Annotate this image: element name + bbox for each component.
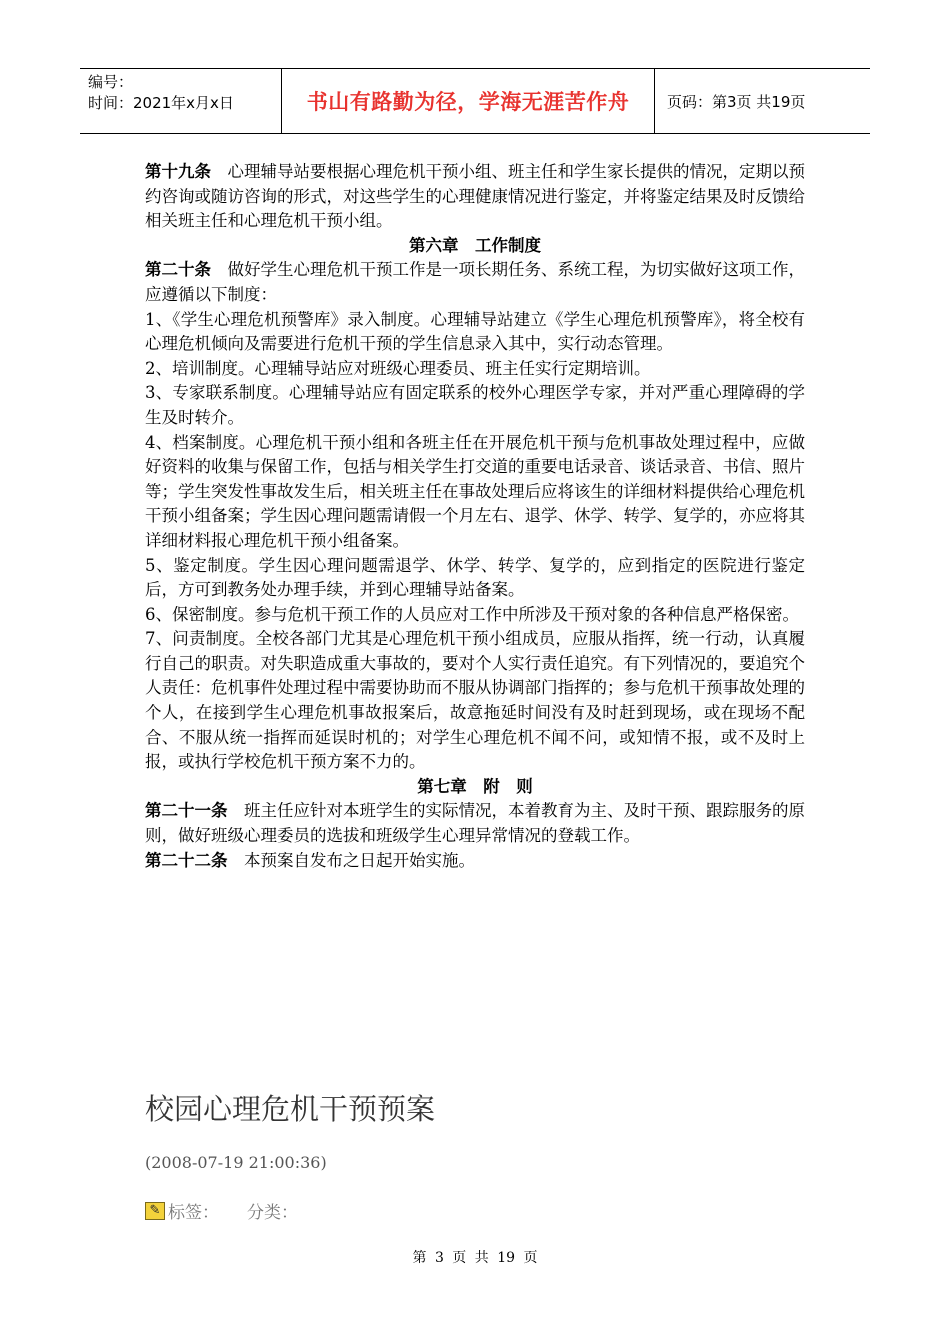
article-paragraph bbox=[145, 308, 805, 357]
article-label: 第二十一条 bbox=[145, 801, 228, 821]
page-footer: 第 3 页 共 19 页 bbox=[412, 1250, 538, 1266]
article-text: 7、问责制度。全校各部门尤其是心理危机干预小组成员，应服从指挥，统一行动，认真履行自己的职责。对失职造成重大事故的，要对个人实行责任追究。有下列情况的，要追究个人责任：危机事件处理过程中需要协助而不服从协调部门指挥的；参与危机干预事故处理的个人，在接到学生心理危机事故报案后，故意拖延时间没有及时赶到现场，或在现场不配合、不服从统一指挥而延误时机的；对学生心理危机不闻不问，或知情不报，或不及时上报，或执行学校危机干预方案不力的。 bbox=[145, 629, 805, 772]
article-paragraph bbox=[145, 554, 805, 603]
header-page-info: 页码：第3页 共19页 bbox=[667, 92, 806, 111]
article-paragraph bbox=[145, 627, 805, 775]
article-paragraph bbox=[145, 258, 805, 307]
article-paragraph bbox=[145, 381, 805, 430]
post-title: 校园心理危机干预预案 bbox=[145, 1092, 436, 1126]
chapter-heading: 第七章 附 则 bbox=[417, 776, 533, 796]
article-paragraph bbox=[145, 160, 805, 234]
page-header bbox=[80, 68, 870, 134]
post-datetime: (2008-07-19 21:00:36) bbox=[145, 1153, 327, 1172]
article-text: 5、鉴定制度。学生因心理问题需退学、休学、转学、复学的，应到指定的医院进行鉴定后，方可到教务处办理手续，并到心理辅导站备案。 bbox=[145, 555, 805, 600]
article-paragraph bbox=[145, 849, 805, 874]
article-text: 6、保密制度。参与危机干预工作的人员应对工作中所涉及干预对象的各种信息严格保密。 bbox=[145, 604, 799, 624]
article-text: 1、《学生心理危机预警库》录入制度。心理辅导站建立《学生心理危机预警库》，将全校有心理危机倾向及需要进行危机干预的学生信息录入其中，实行动态管理。 bbox=[145, 309, 805, 354]
article-text: 心理辅导站要根据心理危机干预小组、班主任和学生家长提供的情况，定期以预约咨询或随访咨询的形式，对这些学生的心理健康情况进行鉴定，并将鉴定结果及时反馈给相关班主任和心理危机干预小组。 bbox=[145, 162, 805, 231]
document-body bbox=[145, 160, 805, 873]
header-number: 编号： bbox=[88, 73, 134, 91]
post-meta bbox=[145, 1198, 298, 1223]
article-text: 2、培训制度。心理辅导站应对班级心理委员、班主任实行定期培训。 bbox=[145, 358, 651, 378]
header-motto: 书山有路勤为径，学海无涯苦作舟 bbox=[282, 69, 655, 133]
article-paragraph bbox=[145, 603, 805, 628]
article-text: 班主任应针对本班学生的实际情况，本着教育为主、及时干预、跟踪服务的原则，做好班级心理委员的选拔和班级学生心理异常情况的登载工作。 bbox=[145, 801, 805, 846]
category-label[interactable]: 分类： bbox=[247, 1203, 298, 1223]
header-date: 时间：2021年x月x日 bbox=[88, 94, 234, 112]
article-text: 3、专家联系制度。心理辅导站应有固定联系的校外心理医学专家，并对严重心理障碍的学生及时转介。 bbox=[145, 383, 805, 427]
tags-label[interactable]: 标签： bbox=[168, 1203, 219, 1223]
header-meta bbox=[80, 69, 282, 133]
chapter-heading: 第六章 工作制度 bbox=[409, 235, 541, 255]
article-text: 4、档案制度。心理危机干预小组和各班主任在开展危机干预与危机事故处理过程中，应做好资料的收集与保留工作，包括与相关学生打交道的重要电话录音、谈话录音、书信、照片等；学生突发性事故发生后，相关班主任在事故处理后应将该生的详细材料提供给心理危机干预小组备案；学生因心理问题需请假一个月左右、退学、休学、转学、复学的，亦应将其详细材料报心理危机干预小组备案。 bbox=[145, 432, 805, 550]
article-label: 第二十二条 bbox=[145, 850, 228, 870]
article-paragraph bbox=[145, 799, 805, 848]
article-label: 第二十条 bbox=[145, 260, 211, 280]
article-text: 做好学生心理危机干预工作是一项长期任务、系统工程，为切实做好这项工作，应遵循以下制度： bbox=[145, 260, 805, 304]
article-paragraph bbox=[145, 357, 805, 382]
article-text: 本预案自发布之日起开始实施。 bbox=[244, 850, 475, 870]
article-label: 第十九条 bbox=[145, 162, 211, 181]
tag-icon[interactable]: ✎ bbox=[145, 1202, 165, 1220]
article-paragraph bbox=[145, 431, 805, 554]
